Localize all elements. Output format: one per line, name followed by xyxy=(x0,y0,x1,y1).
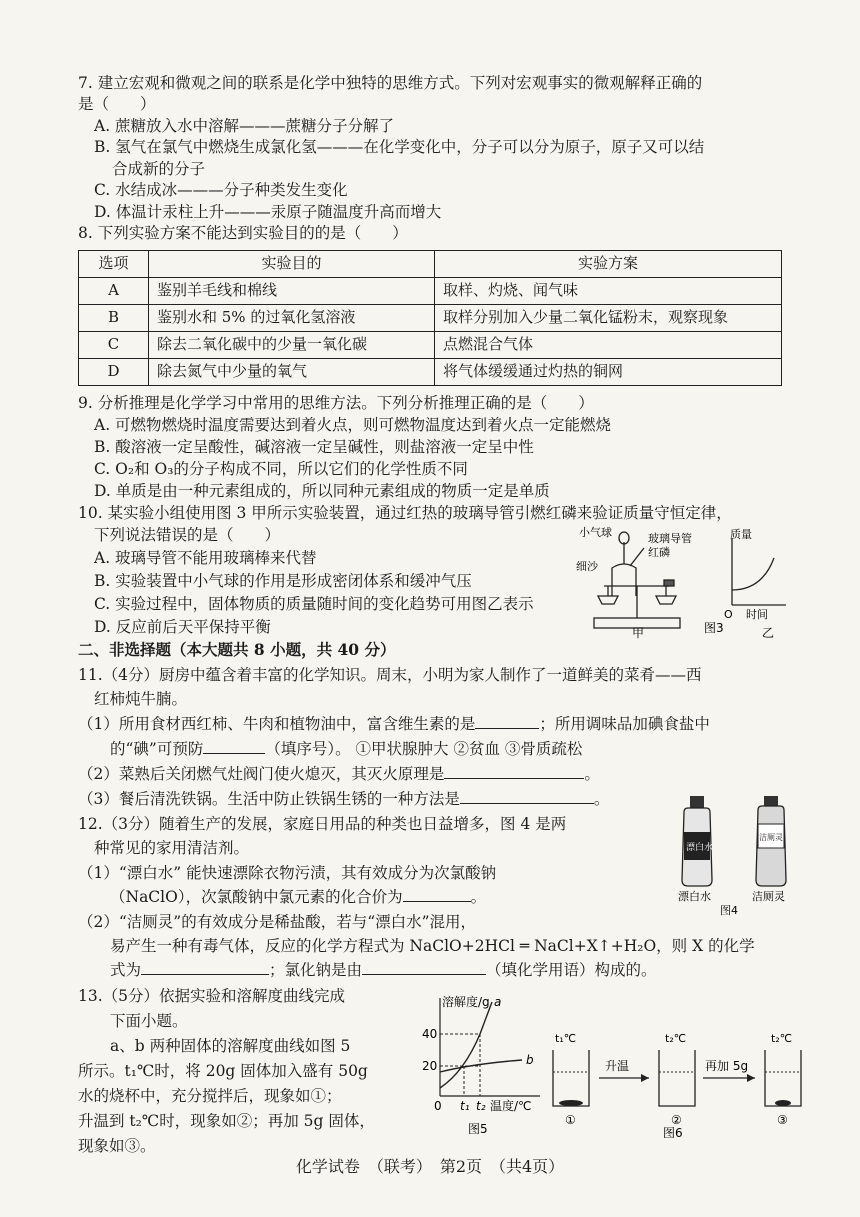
bottle-label-bleach: 漂白水 xyxy=(686,843,714,853)
figure-3 xyxy=(574,520,794,640)
beaker-2-number: ② xyxy=(671,1113,682,1127)
label-toilet-cleaner: 洁厕灵 xyxy=(752,890,785,903)
figure-caption: 图5 xyxy=(468,1122,488,1136)
arrow-1-head xyxy=(641,1074,649,1082)
tick-y-40: 40 xyxy=(422,1027,438,1041)
answer-blank[interactable] xyxy=(362,960,486,975)
q12-part1-text: （NaClO），次氯酸钠中氯元素的化合价为 xyxy=(110,888,403,906)
curve-label-b: b xyxy=(526,1053,534,1067)
table-row xyxy=(79,278,782,305)
beaker-3-number: ③ xyxy=(777,1113,788,1127)
q12-part2-line2: 易产生一种有毒气体，反应的化学方程式为 NaClO+2HCl ═ NaCl+X↑+H₂O，则 X 的化学 xyxy=(110,937,755,955)
axis-y-label: 质量 xyxy=(730,528,752,541)
figure-4 xyxy=(672,788,808,916)
tick-x-t1: t₁ xyxy=(460,1099,470,1113)
solubility-axes xyxy=(440,998,540,1096)
q13-text-line2: 所示。t₁℃时，将 20g 固体加入盛有 50g xyxy=(78,1062,368,1080)
answer-blank[interactable] xyxy=(203,739,265,754)
table-cell: 鉴别羊毛线和棉线 xyxy=(149,278,435,305)
q11-part1-text-a: （1）所用食材西红柿、牛肉和植物油中，富含维生素的是 xyxy=(78,715,476,733)
q11-part2: （2）菜熟后关闭燃气灶阀门使火熄灭，其灭火原理是 。 xyxy=(78,765,600,783)
beaker-3 xyxy=(765,1050,801,1106)
label-glass-tube: 玻璃导管 xyxy=(648,532,692,545)
q10-option-a: A. 玻璃导管不能用玻璃棒来代替 xyxy=(94,549,317,567)
label-balloon: 小气球 xyxy=(579,526,612,539)
answer-blank[interactable] xyxy=(444,764,584,779)
curve-label-a: a xyxy=(494,995,502,1009)
q10-stem-line1: 10. 某实验小组使用图 3 甲所示实验装置，通过红热的玻璃导管引燃红磷来验证质量守恒定律， xyxy=(78,504,732,522)
beaker-1 xyxy=(553,1050,589,1106)
q12-stem-line1: 12.（3分）随着生产的发展，家庭日用品的种类也日益增多，图 4 是两 xyxy=(78,815,567,833)
q7-option-b-line1: B. 氢气在氯气中燃烧生成氯化氢———在化学变化中，分子可以分为原子，原子又可以结 xyxy=(94,138,705,156)
q13-stem-line2: 下面小题。 xyxy=(110,1012,188,1030)
answer-blank[interactable] xyxy=(141,960,269,975)
q13-text-line5: 现象如③。 xyxy=(78,1137,156,1155)
answer-blank[interactable] xyxy=(460,789,594,804)
section-heading: 二、非选择题（本大题共 8 小题，共 40 分） xyxy=(78,640,396,659)
q13-text-line1: a、b 两种固体的溶解度曲线如图 5 xyxy=(110,1037,351,1055)
table-cell: 取样分别加入少量二氧化锰粉末，观察现象 xyxy=(435,305,782,332)
q12-part1-line2: （NaClO），次氯酸钠中氯元素的化合价为 。 xyxy=(110,888,487,906)
beaker-1-temp: t₁℃ xyxy=(555,1032,577,1045)
table-cell: 鉴别水和 5% 的过氧化氢溶液 xyxy=(149,305,435,332)
q11-stem-line1: 11.（4分）厨房中蕴含着丰富的化学知识。周末，小明为家人制作了一道鲜美的菜肴——西 xyxy=(78,666,702,684)
q9-stem: 9. 分析推理是化学学习中常用的思维方法。下列分析推理正确的是（ ） xyxy=(78,394,594,412)
q7-option-a: A. 蔗糖放入水中溶解———蔗糖分子分解了 xyxy=(94,117,395,135)
q11-part3: （3）餐后清洗铁锅。生活中防止铁锅生锈的一种方法是 。 xyxy=(78,790,610,808)
table-header-cell: 选项 xyxy=(79,251,149,278)
table-row xyxy=(79,305,782,332)
q7-option-b-line2: 合成新的分子 xyxy=(112,160,206,178)
table-row xyxy=(79,332,782,359)
beaker-3-temp: t₂℃ xyxy=(771,1032,793,1045)
table-cell: C xyxy=(79,332,149,359)
q13-text-line3: 水的烧杯中，充分搅拌后，现象如①； xyxy=(78,1087,342,1105)
q7-stem-line2: 是（ ） xyxy=(78,95,156,113)
figure-caption: 图6 xyxy=(663,1126,683,1138)
page-footer: 化学试卷 （联考） 第2页 （共4页） xyxy=(295,1157,565,1176)
q11-part2-text: （2）菜熟后关闭燃气灶阀门使火熄灭，其灭火原理是 xyxy=(78,765,445,783)
q11-part1-text-d: （填序号）。 ①甲状腺肿大 ②贫血 ③骨质疏松 xyxy=(265,740,583,758)
axis-x-label: 温度/℃ xyxy=(490,1099,532,1113)
q9-option-b: B. 酸溶液一定呈酸性，碱溶液一定呈碱性，则盐溶液一定呈中性 xyxy=(94,438,534,456)
toilet-cleaner-bottle-image xyxy=(756,796,786,886)
axis-x-label: 时间 xyxy=(746,608,768,621)
q9-option-c: C. O₂和 O₃的分子构成不同，所以它们的化学性质不同 xyxy=(94,460,468,478)
answer-blank[interactable] xyxy=(475,714,539,729)
table-header-row xyxy=(79,251,782,278)
q8-stem: 8. 下列实验方案不能达到实验目的的是（ ） xyxy=(78,224,408,242)
q11-part1-line1 xyxy=(78,713,710,735)
table-cell: 除去二氧化碳中的少量一氧化碳 xyxy=(149,332,435,359)
table-cell: A xyxy=(79,278,149,305)
table-row xyxy=(79,359,782,386)
q11-part1-line2 xyxy=(110,738,582,760)
table-cell: D xyxy=(79,359,149,386)
beaker-1-number: ① xyxy=(565,1113,576,1127)
bottle-label-cleaner: 洁厕灵 xyxy=(759,833,783,842)
q8-table xyxy=(78,250,782,386)
q7-stem-line1: 7. 建立宏观和微观之间的联系是化学中独特的思维方式。下列对宏观事实的微观解释正确的 xyxy=(78,74,703,92)
figure-6 xyxy=(545,1020,815,1138)
answer-blank[interactable] xyxy=(403,887,471,902)
table-cell: B xyxy=(79,305,149,332)
q12-part1-line1: （1）“漂白水” 能快速漂除衣物污渍，其有效成分为次氯酸钠 xyxy=(78,864,497,882)
axis-origin: O xyxy=(724,608,733,621)
q12-part2-text-e: （填化学用语）构成的。 xyxy=(486,961,657,979)
table-cell: 取样、灼烧、闻气味 xyxy=(435,278,782,305)
table-header-cell: 实验目的 xyxy=(149,251,435,278)
label-bleach: 漂白水 xyxy=(678,890,711,903)
label-jia: 甲 xyxy=(632,626,645,640)
q10-stem-line2: 下列说法错误的是（ ） xyxy=(94,526,281,544)
q12-part2-line1: （2）“洁厕灵”的有效成分是稀盐酸，若与“漂白水”混用， xyxy=(78,913,477,931)
q12-part2-line3 xyxy=(110,959,657,981)
label-sand: 细沙 xyxy=(576,560,598,573)
q13-stem-line1: 13.（5分）依据实验和溶解度曲线完成 xyxy=(78,987,346,1005)
arrow-1-label: 升温 xyxy=(605,1059,630,1073)
figure-5 xyxy=(412,992,547,1138)
axis-y-label: 溶解度/g xyxy=(442,995,490,1009)
label-yi: 乙 xyxy=(762,626,775,640)
mass-time-graph xyxy=(732,538,786,605)
q10-option-b: B. 实验装置中小气球的作用是形成密闭体系和缓冲气压 xyxy=(94,572,472,590)
tick-x-t2: t₂ xyxy=(476,1099,486,1113)
beaker-2 xyxy=(659,1050,695,1106)
q12-stem-line2: 种常见的家用清洁剂。 xyxy=(94,839,250,857)
q10-option-c: C. 实验过程中，固体物质的质量随时间的变化趋势可用图乙表示 xyxy=(94,595,534,613)
q11-part1-text-b: ；所用调味品加碘食盐中 xyxy=(539,715,710,733)
q9-option-d: D. 单质是由一种元素组成的，所以同种元素组成的物质一定是单质 xyxy=(94,482,550,500)
q11-part1-text-c: 的“碘”可预防 xyxy=(110,740,204,758)
tick-y-20: 20 xyxy=(422,1059,438,1073)
q11-part3-text: （3）餐后清洗铁锅。生活中防止铁锅生锈的一种方法是 xyxy=(78,790,460,808)
q7-option-d: D. 体温计汞柱上升———汞原子随温度升高而增大 xyxy=(94,203,442,221)
table-cell: 除去氮气中少量的氧气 xyxy=(149,359,435,386)
axis-origin: 0 xyxy=(434,1099,442,1113)
q11-stem-line2: 红柿炖牛腩。 xyxy=(94,690,188,708)
label-red-phosphorus: 红磷 xyxy=(648,546,670,559)
beaker-2-temp: t₂℃ xyxy=(665,1032,687,1045)
figure-caption: 图3 xyxy=(704,621,724,635)
q12-part2-text-d: ；氯化钠是由 xyxy=(269,961,363,979)
arrow-2-label: 再加 5g xyxy=(705,1059,749,1073)
table-cell: 将气体缓缓通过灼热的铜网 xyxy=(435,359,782,386)
q13-text-line4: 升温到 t₂℃时，现象如②；再加 5g 固体， xyxy=(78,1112,375,1130)
q10-option-d: D. 反应前后天平保持平衡 xyxy=(94,618,271,636)
q12-part2-text-c: 式为 xyxy=(110,961,142,979)
q7-option-c: C. 水结成冰———分子种类发生变化 xyxy=(94,181,348,199)
table-cell: 点燃混合气体 xyxy=(435,332,782,359)
bleach-bottle-image xyxy=(682,796,713,886)
table-header-cell: 实验方案 xyxy=(435,251,782,278)
q9-option-a: A. 可燃物燃烧时温度需要达到着火点，则可燃物温度达到着火点一定能燃烧 xyxy=(94,416,612,434)
arrow-2-head xyxy=(747,1074,755,1082)
curve-a xyxy=(440,1002,492,1088)
figure-caption: 图4 xyxy=(720,904,738,916)
